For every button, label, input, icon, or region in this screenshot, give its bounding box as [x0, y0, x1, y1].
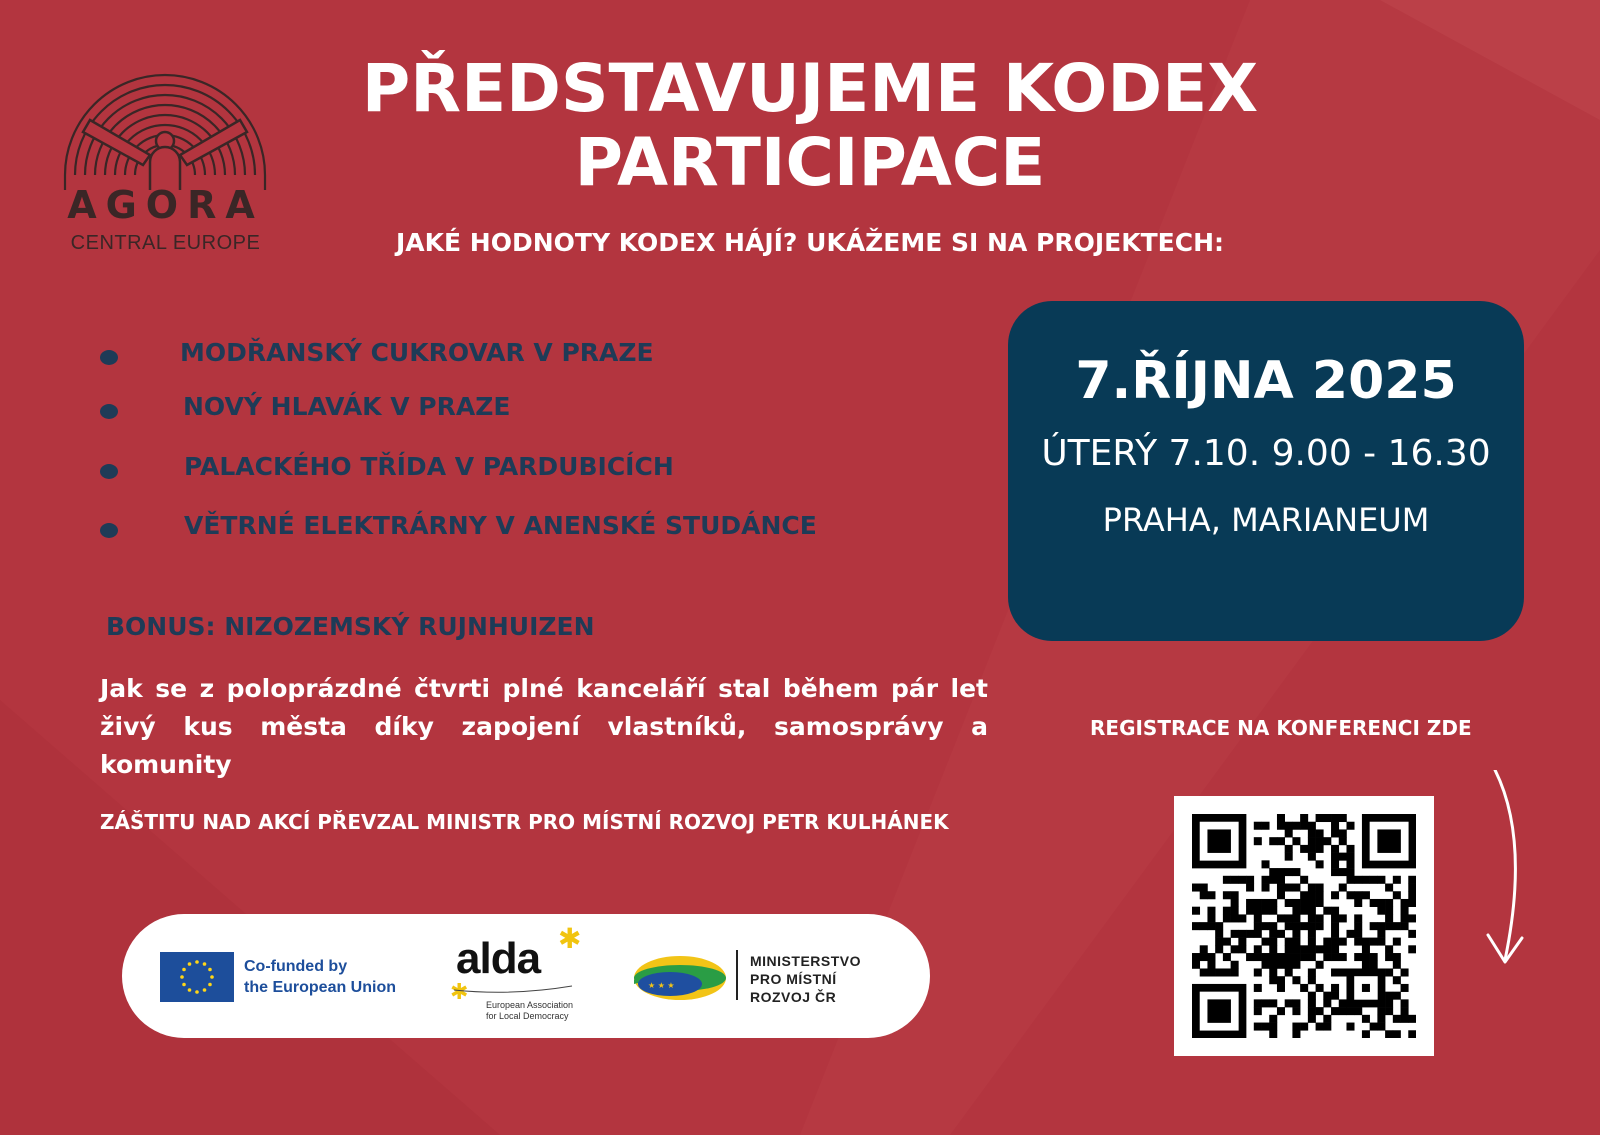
list-item [100, 392, 1000, 428]
eu-star [195, 990, 199, 994]
bullet-icon [100, 350, 118, 365]
eu-star [182, 968, 186, 972]
project-label: NOVÝ HLAVÁK V PRAZE [183, 392, 511, 421]
registration-label: REGISTRACE NA KONFERENCI ZDE [1090, 716, 1472, 740]
eu-star [203, 988, 207, 992]
bullet-icon [100, 523, 118, 538]
page-subtitle: JAKÉ HODNOTY KODEX HÁJÍ? UKÁŽEME SI NA PROJEKTECH: [395, 228, 1224, 257]
bullet-icon [100, 464, 118, 479]
event-time: ÚTERÝ 7.10. 9.00 - 16.30 [1041, 433, 1491, 474]
divider [736, 950, 738, 1000]
event-date: 7.ŘÍJNA 2025 [1075, 351, 1457, 411]
mmr-text-line: MINISTERSTVO [750, 953, 862, 969]
mmr-text-line: ROZVOJ ČR [750, 989, 837, 1005]
eu-star [182, 983, 186, 987]
bullet-icon [100, 404, 118, 419]
alda-star-icon: ✱ [450, 980, 469, 1005]
eu-star [195, 960, 199, 964]
title-line-1: PŘEDSTAVUJEME KODEX [361, 50, 1259, 127]
qr-code-icon [1192, 814, 1416, 1038]
page-title [290, 52, 1330, 200]
svg-text:★ ★ ★: ★ ★ ★ [648, 981, 675, 990]
arrow-down-icon [1470, 770, 1540, 970]
sponsor-bar [122, 914, 930, 1038]
logo-word: AGORA [67, 183, 264, 227]
eu-star [210, 975, 214, 979]
eu-text [244, 956, 396, 998]
eu-star [203, 962, 207, 966]
alda-logo-word: alda [456, 934, 541, 983]
alda-subtitle-line: for Local Democracy [486, 1011, 569, 1021]
alda-swoosh-icon [452, 982, 582, 1002]
mmr-text [750, 952, 861, 1006]
agora-logo-icon [55, 40, 275, 260]
list-item [100, 452, 1000, 488]
eu-star [180, 975, 184, 979]
logo-subtitle: CENTRAL EUROPE [70, 232, 261, 254]
alda-subtitle [486, 1000, 573, 1022]
project-label: VĚTRNÉ ELEKTRÁRNY V ANENSKÉ STUDÁNCE [184, 511, 817, 540]
alda-subtitle-line: European Association [486, 1000, 574, 1010]
mmr-logo-icon [630, 950, 730, 1006]
list-item [100, 511, 1000, 547]
event-date-box [1008, 301, 1524, 641]
bonus-label: BONUS: NIZOZEMSKÝ RUJNHUIZEN [106, 612, 595, 641]
project-label: PALACKÉHO TŘÍDA V PARDUBICÍCH [184, 452, 674, 481]
event-place: PRAHA, MARIANEUM [1102, 501, 1430, 539]
description-text: Jak se z poloprázdné čtvrti plné kanceláří stal během pár let živý kus města díky zapojení vlastníků, samosprávy a komunity [100, 674, 988, 779]
mmr-text-line: PRO MÍSTNÍ [750, 971, 837, 987]
eu-star [208, 968, 212, 972]
eu-star [188, 962, 192, 966]
patronage-text: ZÁŠTITU NAD AKCÍ PŘEVZAL MINISTR PRO MÍSTNÍ ROZVOJ PETR KULHÁNEK [100, 810, 949, 834]
eu-text-line: the European Union [244, 979, 396, 996]
project-label: MODŘANSKÝ CUKROVAR V PRAZE [180, 338, 654, 367]
title-line-2: PARTICIPACE [574, 124, 1046, 201]
qr-code[interactable] [1174, 796, 1434, 1056]
eu-text-line: Co-funded by [244, 958, 348, 975]
list-item [100, 338, 1000, 374]
eu-star [188, 988, 192, 992]
eu-flag-icon [160, 952, 234, 1002]
eu-star [208, 983, 212, 987]
alda-star-icon: ✱ [558, 922, 582, 955]
